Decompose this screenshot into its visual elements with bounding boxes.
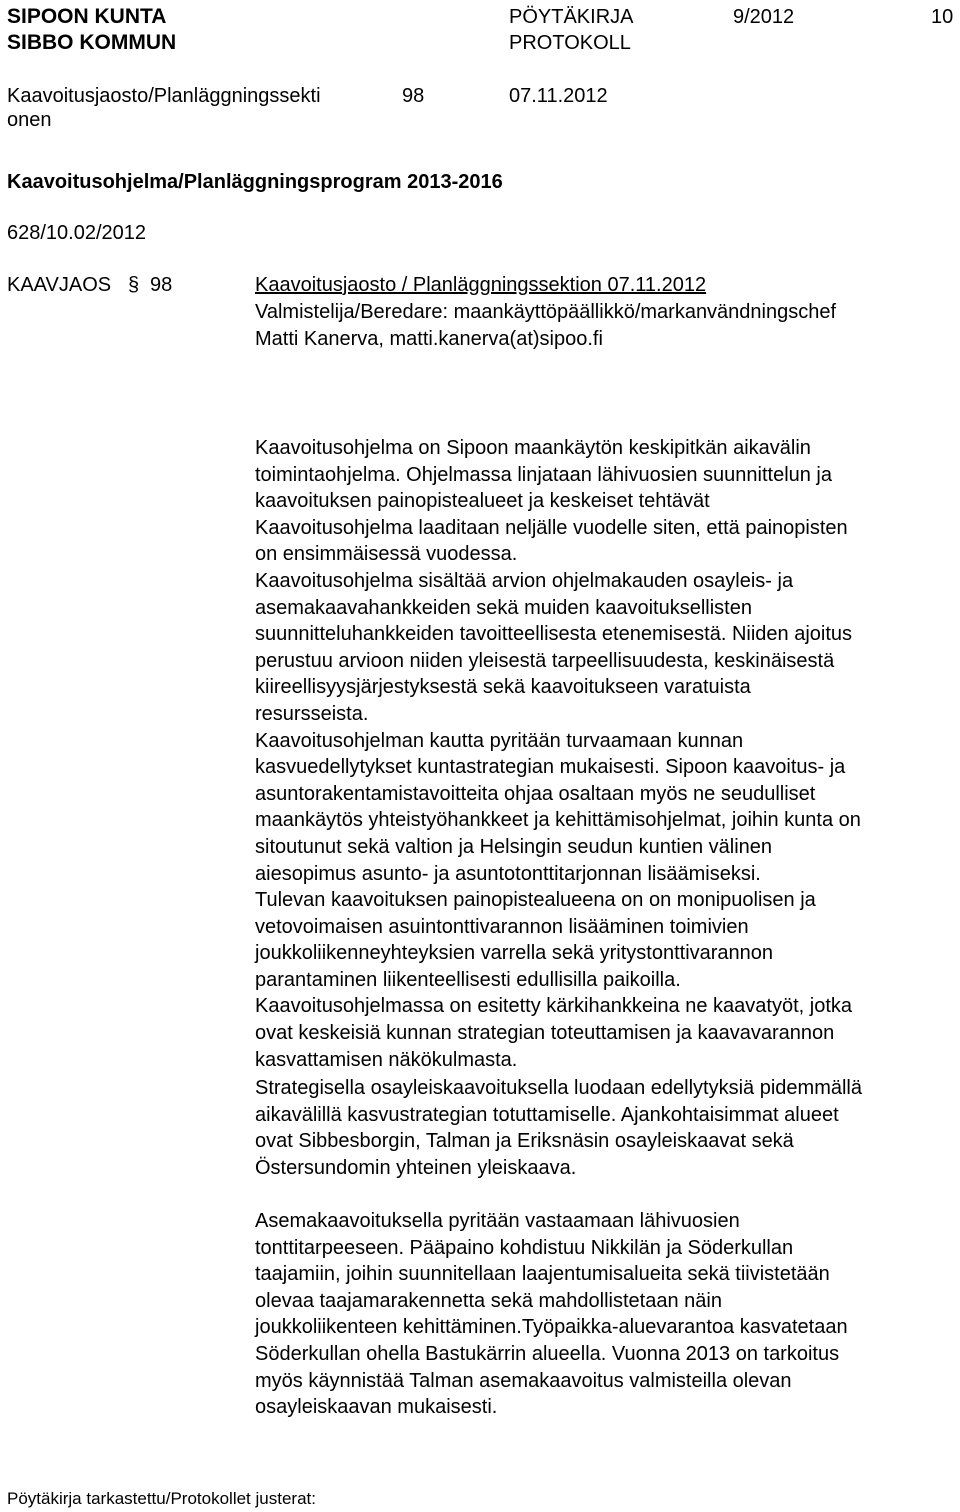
text-line: ovat keskeisiä kunnan strategian toteuttamisen ja kaavavarannon — [255, 1022, 835, 1045]
text-line: taajamiin, joihin suunnitellaan laajentumisalueita sekä tiivistetään — [255, 1263, 830, 1286]
text-line: on ensimmäisessä vuodessa. — [255, 543, 518, 566]
text-line: olevaa taajamarakennetta sekä mahdollistetaan näin — [255, 1289, 722, 1312]
doc-type-sv: PROTOKOLL — [509, 32, 631, 54]
text-line: aikavälillä kasvustrategian totuttamiselle. Ajankohtaisimmat alueet — [255, 1103, 839, 1126]
body-paragraph-3 — [255, 1208, 848, 1421]
text-line: tonttitarpeeseen. Pääpaino kohdistuu Nikkilän ja Söderkullan — [255, 1236, 794, 1259]
text-line: aiesopimus asunto- ja asuntotonttitarjonnan lisäämiseksi. — [255, 862, 761, 885]
text-line: joukkoliikenteen kehittäminen.Työpaikka-aluevarantoa kasvatetaan — [255, 1316, 848, 1339]
text-line: kiireellisyysjärjestyksestä sekä kaavoitukseen varatuista — [255, 676, 751, 699]
subject-title: Kaavoitusohjelma/Planläggningsprogram 2013-2016 — [7, 171, 503, 193]
text-line: sitoutunut sekä valtion ja Helsingin seudun kuntien välinen — [255, 835, 773, 858]
text-line: Kaavoitusohjelma sisältää arvion ohjelmakauden osayleis- ja — [255, 569, 794, 592]
doc-number: 9/2012 — [733, 6, 795, 28]
header-section-number: 98 — [402, 85, 425, 107]
text-line: Kaavoitusohjelman kautta pyritään turvaamaan kunnan — [255, 729, 744, 752]
section-mark: § — [128, 274, 140, 296]
text-line: maankäytös yhteistyöhankkeet ja kehittämisohjelmat, joihin kunta on — [255, 809, 861, 832]
committee-name: Kaavoitusjaosto/Planläggningssekti — [7, 85, 321, 107]
text-line: ovat Sibbesborgin, Talman ja Eriksnäsin osayleiskaavat sekä — [255, 1130, 794, 1153]
text-line: asuntorakentamistavoitteita ohjaa osaltaan myös ne seudulliset — [255, 782, 816, 805]
text-line: vetovoimaisen asuintonttivarannon lisääminen toimivien — [255, 915, 749, 938]
text-line: kaavoituksen painopistealueet ja keskeiset tehtävät — [255, 490, 710, 513]
text-line: Asemakaavoituksella pyritään vastaamaan lähivuosien — [255, 1210, 740, 1232]
text-line: Kaavoitusohjelmassa on esitetty kärkihankkeina ne kaavatyöt, jotka — [255, 995, 853, 1018]
text-line: Strategisella osayleiskaavoituksella luodaan edellytyksiä pidemmällä — [255, 1077, 862, 1099]
text-line: Östersundomin yhteinen yleiskaava. — [255, 1156, 577, 1179]
page-number: 10 — [931, 6, 954, 28]
committee-name-continued: onen — [7, 109, 52, 131]
text-line: parantaminen liikenteellisesti edullisilla paikoilla. — [255, 968, 681, 991]
text-line: asemakaavahankkeiden sekä muiden kaavoituksellisten — [255, 596, 752, 619]
meeting-committee-line: Kaavoitusjaosto / Planläggningssektion 07.11.2012 — [255, 274, 707, 296]
contact-line: Matti Kanerva, matti.kanerva(at)sipoo.fi — [255, 328, 603, 350]
meeting-label: KAAVJAOS — [7, 274, 112, 296]
text-line: joukkoliikenneyhteyksien varrella sekä yritystonttivarannon — [255, 942, 774, 965]
org-name-sv: SIBBO KOMMUN — [7, 31, 177, 54]
text-line: Kaavoitusohjelma on Sipoon maankäytön keskipitkän aikavälin — [255, 437, 811, 459]
text-line: perustuu arvioon niiden yleisestä tarpeellisuudesta, keskinäisestä — [255, 649, 835, 672]
body-paragraph-2 — [255, 1075, 862, 1181]
text-line: toimintaohjelma. Ohjelmassa linjataan lähivuosien suunnittelun ja — [255, 463, 833, 486]
reference-number: 628/10.02/2012 — [7, 222, 147, 244]
text-line: Kaavoitusohjelma laaditaan neljälle vuodelle siten, että painopisten — [255, 516, 848, 539]
text-line: osayleiskaavan mukaisesti. — [255, 1396, 498, 1419]
org-name-fi: SIPOON KUNTA — [7, 5, 167, 28]
preparer-line: Valmistelija/Beredare: maankäyttöpäällikkö/markanvändningschef — [255, 301, 837, 323]
text-line: myös käynnistää Talman asemakaavoitus valmisteilla olevan — [255, 1369, 792, 1392]
body-paragraph-1 — [255, 435, 861, 1073]
doc-type-fi: PÖYTÄKIRJA — [509, 6, 634, 28]
text-line: suunnitteluhankkeiden tavoitteellisesta etenemisestä. Niiden ajoitus — [255, 623, 853, 646]
text-line: Söderkullan ohella Bastukärrin alueella. Vuonna 2013 on tarkoitus — [255, 1342, 840, 1365]
text-line: kasvattamisen näkökulmasta. — [255, 1048, 518, 1071]
meeting-section-number: 98 — [150, 274, 173, 296]
text-line: kasvuedellytykset kuntastrategian mukaisesti. Sipoon kaavoitus- ja — [255, 756, 846, 779]
footer-note: Pöytäkirja tarkastettu/Protokollet justerat: — [7, 1489, 316, 1508]
text-line: resursseista. — [255, 702, 369, 725]
meeting-date: 07.11.2012 — [509, 85, 608, 107]
text-line: Tulevan kaavoituksen painopistealueena on on monipuolisen ja — [255, 889, 816, 912]
